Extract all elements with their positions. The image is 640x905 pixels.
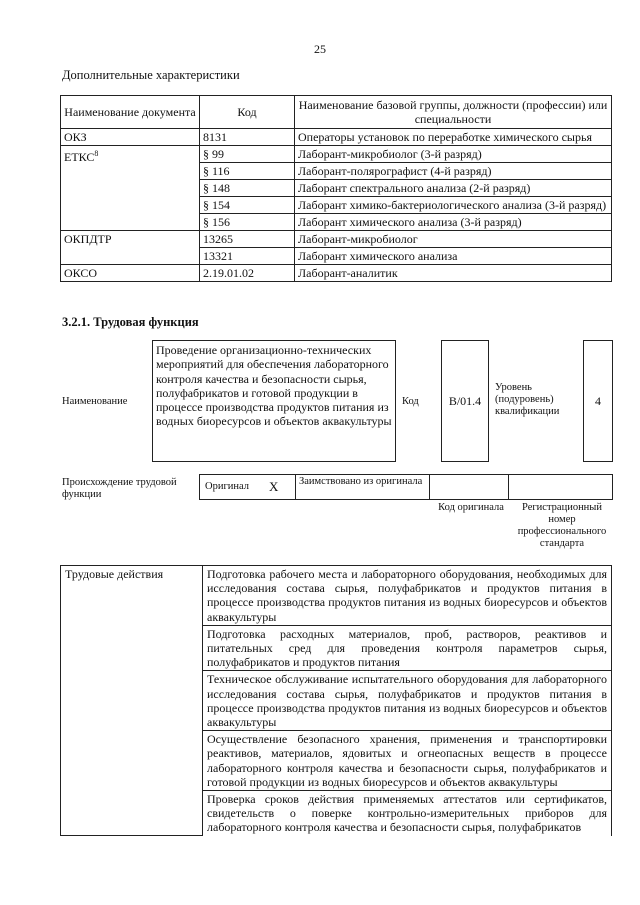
labor-action: Проверка сроков действия применяемых аттестатов или сертификатов, свидетельств о поверке контрольно-измерительных приборов для лабораторного контроля качества и безопасности сырья, полуфабрикатов xyxy=(203,791,612,836)
table-header-row xyxy=(61,96,612,129)
additional-characteristics-heading: Дополнительные характеристики xyxy=(62,68,240,82)
table-row xyxy=(61,146,612,163)
name-cell: Лаборант химического анализа xyxy=(295,248,612,265)
labor-action: Подготовка расходных материалов, проб, растворов, реактивов и питательных сред для проведения контроля параметров сырья, полуфабрикатов и продуктов питания xyxy=(203,625,612,671)
header-document: Наименование документа xyxy=(61,96,200,129)
labor-actions-label: Трудовые действия xyxy=(61,566,203,836)
table-row xyxy=(61,129,612,146)
page-number: 25 xyxy=(314,42,326,56)
function-code-box: В/01.4 xyxy=(441,340,489,462)
code-cell: § 154 xyxy=(200,197,295,214)
original-label: Оригинал xyxy=(205,481,249,492)
name-cell: Операторы установок по переработке химического сырья xyxy=(295,129,612,146)
labor-action: Техническое обслуживание испытательного оборудования для лабораторного исследования состава сырья, полуфабрикатов и продуктов питания в процессе производства продуктов питания из водных биоресурсов и объектов аквакультуры xyxy=(203,671,612,731)
original-cell xyxy=(199,474,296,500)
name-label: Наименование xyxy=(62,396,128,407)
code-cell: § 148 xyxy=(200,180,295,197)
name-cell: Лаборант химико-бактериологического анализа (3-й разряд) xyxy=(295,197,612,214)
table-row xyxy=(61,231,612,248)
origin-code-label: Код оригинала xyxy=(438,502,504,513)
name-cell: Лаборант-микробиолог xyxy=(295,231,612,248)
qualification-level-box: 4 xyxy=(583,340,613,462)
labor-action: Подготовка рабочего места и лабораторного оборудования, необходимых для исследования состава сырья, полуфабрикатов и продуктов питания в процессе производства продуктов питания из водных биоресурсов и объектов аквакультуры xyxy=(203,566,612,626)
labor-function-title: 3.2.1. Трудовая функция xyxy=(62,315,199,329)
qualification-level-label: Уровень (подуровень) квалификации xyxy=(495,382,560,417)
code-cell: 13265 xyxy=(200,231,295,248)
code-cell: § 116 xyxy=(200,163,295,180)
code-cell: 13321 xyxy=(200,248,295,265)
doc-cell xyxy=(61,146,200,231)
code-cell: § 99 xyxy=(200,146,295,163)
additional-characteristics-table xyxy=(60,95,612,282)
doc-cell: ОКСО xyxy=(61,265,200,282)
labor-action: Осуществление безопасного хранения, применения и транспортировки реактивов, материалов, ядовитых и огнеопасных веществ в процессе лабораторного контроля качества и безопасности сырья, полуфабрикатов и готовой продукции из водных биоресурсов и объектов аквакультуры xyxy=(203,731,612,791)
code-cell: 2.19.01.02 xyxy=(200,265,295,282)
code-cell: § 156 xyxy=(200,214,295,231)
doc-cell: ОКЗ xyxy=(61,129,200,146)
doc-text: ЕТКС xyxy=(64,150,95,164)
code-label: Код xyxy=(402,396,419,407)
code-cell: 8131 xyxy=(200,129,295,146)
header-code: Код xyxy=(200,96,295,129)
header-group-name: Наименование базовой группы, должности (профессии) или специальности xyxy=(295,96,612,129)
name-cell: Лаборант спектрального анализа (2-й разряд) xyxy=(295,180,612,197)
reg-number-label: Регистрационный номер профессионального стандарта xyxy=(517,502,607,549)
name-cell: Лаборант химического анализа (3-й разряд) xyxy=(295,214,612,231)
origin-label: Происхождение трудовой функции xyxy=(62,477,177,500)
labor-actions-table xyxy=(60,565,612,836)
origin-code-cell xyxy=(429,474,509,500)
name-cell: Лаборант-микробиолог (3-й разряд) xyxy=(295,146,612,163)
table-row xyxy=(61,566,612,626)
footnote-mark: 8 xyxy=(94,149,99,158)
name-cell: Лаборант-аналитик xyxy=(295,265,612,282)
reg-number-cell xyxy=(508,474,613,500)
name-cell: Лаборант-полярографист (4-й разряд) xyxy=(295,163,612,180)
doc-cell: ОКПДТР xyxy=(61,231,200,265)
origin-row xyxy=(199,474,613,500)
original-mark: X xyxy=(269,479,279,494)
borrowed-cell: Заимствовано из оригинала xyxy=(295,474,430,500)
table-row xyxy=(61,265,612,282)
function-name-box: Проведение организационно-технических мероприятий для обеспечения лабораторного контроля качества и безопасности сырья, полуфабрикатов и готовой продукции в процессе производства продуктов питания из водных биоресурсов и объектов аквакультуры xyxy=(152,340,396,462)
